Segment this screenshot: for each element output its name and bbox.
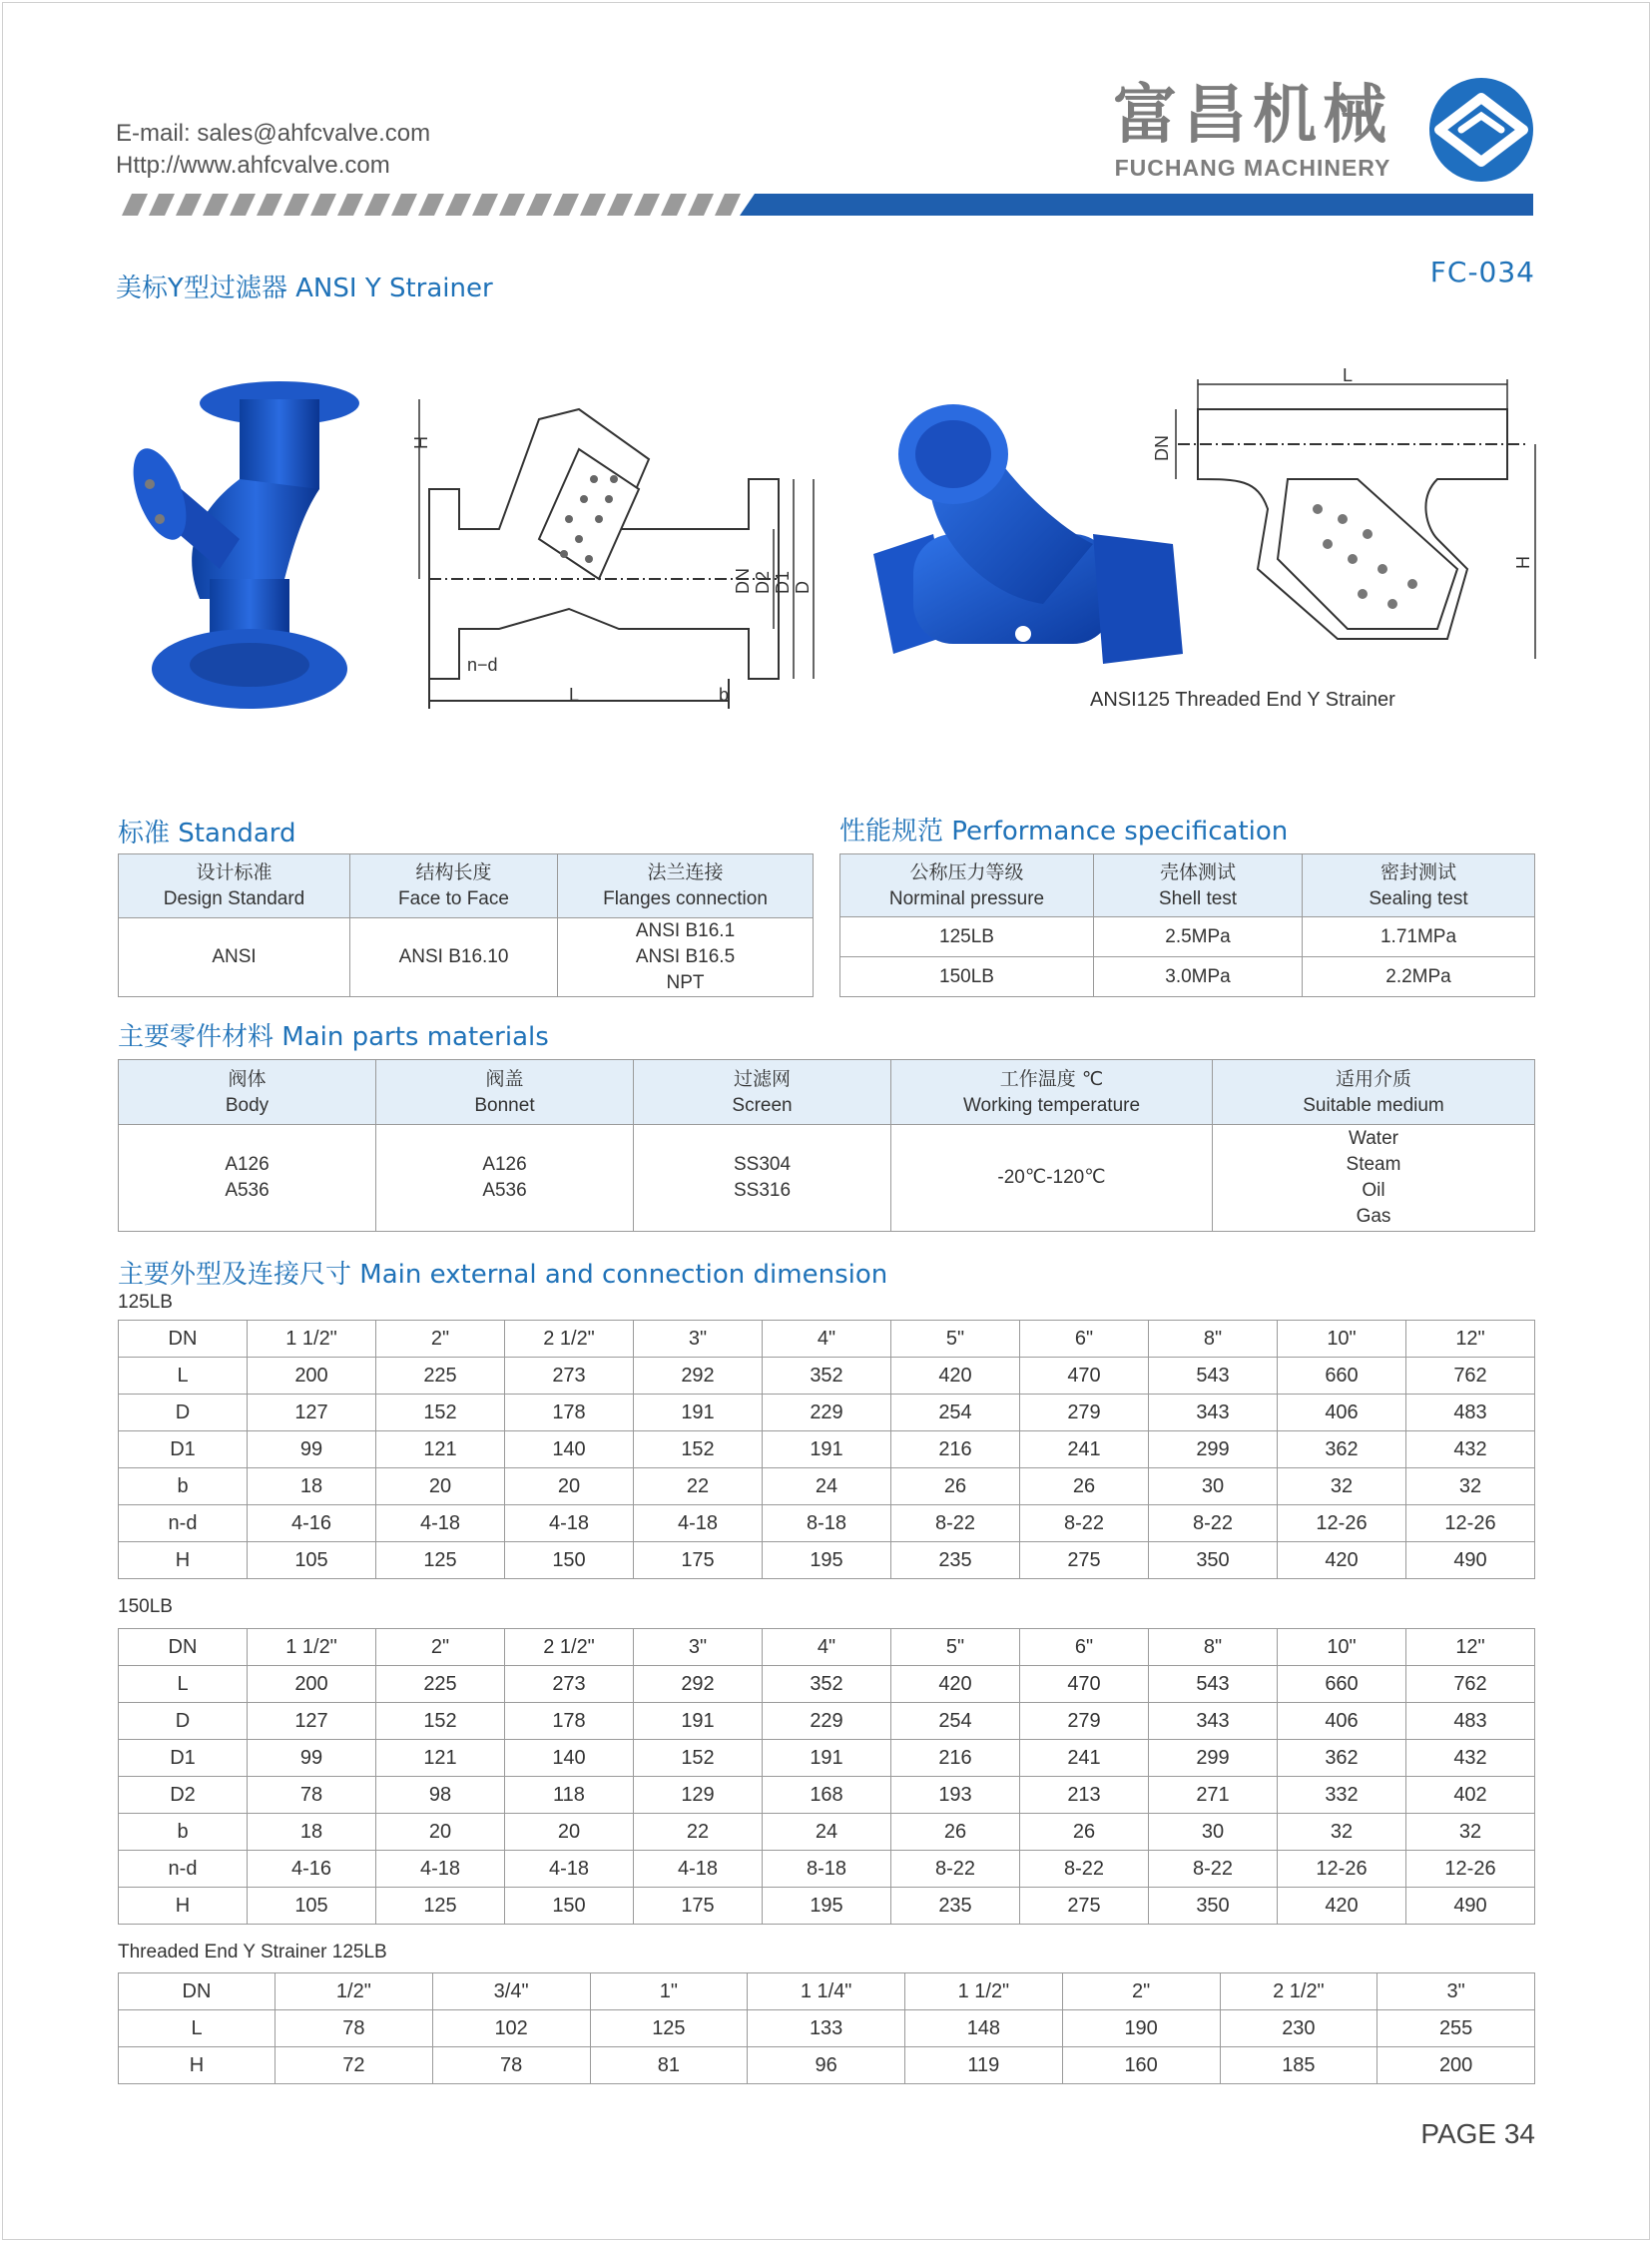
table-cell: 402 <box>1406 1777 1535 1814</box>
dn-header-cell: 1 1/2" <box>248 1629 376 1666</box>
table-cell: 30 <box>1149 1468 1278 1505</box>
brand-name <box>1098 78 1407 182</box>
dn-header-cell: 3" <box>1377 1973 1535 2010</box>
materials-temperature-value: -20℃-120℃ <box>891 1125 1213 1232</box>
dimensions-title: 主要外型及连接尺寸 Main external and connection dimension <box>118 1260 888 1290</box>
table-cell: 175 <box>634 1542 763 1579</box>
table-cell: 125 <box>590 2010 748 2047</box>
table-cell: 32 <box>1278 1468 1406 1505</box>
table-cell: 20 <box>376 1814 505 1851</box>
dimension-table-threaded <box>118 1972 1535 2084</box>
stripe-segment <box>580 194 606 216</box>
table-cell: 168 <box>763 1777 891 1814</box>
row-label-cell: L <box>119 1358 248 1395</box>
table-cell: 4-18 <box>505 1851 634 1888</box>
stripe-segment <box>257 194 282 216</box>
row-label-cell: n-d <box>119 1505 248 1542</box>
table-cell: 190 <box>1062 2010 1220 2047</box>
stripe-segment <box>176 194 202 216</box>
materials-title: 主要零件材料 Main parts materials <box>118 1022 549 1052</box>
stripe-segment <box>634 194 660 216</box>
dn-header-cell: 8" <box>1149 1629 1278 1666</box>
table-cell: 119 <box>905 2047 1063 2084</box>
table-cell: 350 <box>1149 1888 1278 1925</box>
table-cell: 99 <box>248 1740 376 1777</box>
table-cell: 279 <box>1020 1395 1149 1431</box>
materials-header-medium: 适用介质 Suitable medium <box>1213 1060 1535 1125</box>
table-cell: 175 <box>634 1888 763 1925</box>
table-cell: 105 <box>248 1542 376 1579</box>
dim-label-dn: DN <box>733 568 753 594</box>
thr-label-h: H <box>1513 556 1533 569</box>
materials-body-value: A126 A536 <box>119 1125 376 1232</box>
row-label-cell: D <box>119 1703 248 1740</box>
table-cell: 343 <box>1149 1703 1278 1740</box>
row-label-cell: DN <box>119 1321 248 1358</box>
table-cell: 299 <box>1149 1431 1278 1468</box>
table-cell: 96 <box>748 2047 905 2084</box>
row-label-cell: H <box>119 2047 275 2084</box>
table-cell: 72 <box>275 2047 433 2084</box>
table-cell: 255 <box>1377 2010 1535 2047</box>
table-cell: 470 <box>1020 1666 1149 1703</box>
row-label-cell: L <box>119 1666 248 1703</box>
table-cell: 12-26 <box>1406 1505 1535 1542</box>
table-cell: 140 <box>505 1740 634 1777</box>
table-cell: 292 <box>634 1666 763 1703</box>
table-row <box>119 1358 1535 1395</box>
table-cell: 350 <box>1149 1542 1278 1579</box>
table-cell: 432 <box>1406 1740 1535 1777</box>
table-cell: 127 <box>248 1395 376 1431</box>
stripe-segment <box>149 194 175 216</box>
dim-label-b: b <box>719 685 730 705</box>
table-cell: 254 <box>891 1703 1020 1740</box>
table-cell: 254 <box>891 1395 1020 1431</box>
table-cell: 4-18 <box>505 1505 634 1542</box>
table-cell: 279 <box>1020 1703 1149 1740</box>
table-cell: 178 <box>505 1703 634 1740</box>
table-row <box>119 1505 1535 1542</box>
stripe-segment <box>203 194 229 216</box>
table-cell: 490 <box>1406 1542 1535 1579</box>
row-label-cell: b <box>119 1468 248 1505</box>
standard-flanges-value: ANSI B16.1 ANSI B16.5 NPT <box>558 918 814 997</box>
table-cell: 8-18 <box>763 1505 891 1542</box>
row-label-cell: D2 <box>119 1777 248 1814</box>
stripe-segment <box>472 194 498 216</box>
dn-header-cell: 12" <box>1406 1321 1535 1358</box>
table-cell: 225 <box>376 1666 505 1703</box>
table-cell: 299 <box>1149 1740 1278 1777</box>
materials-table <box>118 1059 1535 1232</box>
row-label-cell: H <box>119 1542 248 1579</box>
table-row <box>119 2047 1535 2084</box>
table-cell: 213 <box>1020 1777 1149 1814</box>
table-cell: 125 <box>376 1888 505 1925</box>
table-cell: 193 <box>891 1777 1020 1814</box>
dn-header-cell: 2" <box>1062 1973 1220 2010</box>
table-cell: 195 <box>763 1888 891 1925</box>
table-row <box>119 1468 1535 1505</box>
table-cell: 420 <box>891 1666 1020 1703</box>
row-label-cell: L <box>119 2010 275 2047</box>
dimension-table-125lb <box>118 1320 1535 1579</box>
table-cell: 4-18 <box>376 1851 505 1888</box>
dn-header-cell: 5" <box>891 1629 1020 1666</box>
brand-cn: 富昌机械 <box>1113 79 1392 153</box>
materials-screen-value: SS304 SS316 <box>634 1125 891 1232</box>
table-cell: 241 <box>1020 1740 1149 1777</box>
table-row <box>119 1851 1535 1888</box>
table-cell: 4-18 <box>634 1851 763 1888</box>
figure-caption: ANSI125 Threaded End Y Strainer <box>1090 689 1395 711</box>
dn-header-cell: 1 1/4" <box>748 1973 905 2010</box>
perf-header-sealing: 密封测试 Sealing test <box>1303 854 1535 917</box>
materials-header-temperature: 工作温度 ℃ Working temperature <box>891 1060 1213 1125</box>
table-cell: 32 <box>1278 1814 1406 1851</box>
dn-header-cell: 1 1/2" <box>905 1973 1063 2010</box>
stripe-segment <box>715 194 741 216</box>
dn-header-cell: 3" <box>634 1321 763 1358</box>
table-cell: 12-26 <box>1278 1505 1406 1542</box>
table-row <box>119 1973 1535 2010</box>
model-code: FC-034 <box>1429 256 1535 288</box>
table-cell: 26 <box>1020 1468 1149 1505</box>
table-cell: 362 <box>1278 1740 1406 1777</box>
stripe-segment <box>499 194 525 216</box>
standard-header-flanges: 法兰连接 Flanges connection <box>558 854 814 918</box>
table-cell: 4-18 <box>376 1505 505 1542</box>
table-cell: 229 <box>763 1395 891 1431</box>
table-cell: 8-22 <box>1020 1851 1149 1888</box>
standard-face-value: ANSI B16.10 <box>350 918 558 997</box>
table-cell: 129 <box>634 1777 763 1814</box>
table-cell: 235 <box>891 1542 1020 1579</box>
table-row <box>119 1395 1535 1431</box>
thr-label-l: L <box>1343 365 1354 385</box>
table-cell: 12-26 <box>1278 1851 1406 1888</box>
table-cell: 121 <box>376 1431 505 1468</box>
website-link[interactable]: Http://www.ahfcvalve.com <box>116 152 390 179</box>
table-cell: 22 <box>634 1468 763 1505</box>
table-label-125lb: 125LB <box>118 1292 173 1313</box>
dim-label-l: L <box>569 685 580 705</box>
table-label-150lb: 150LB <box>118 1596 173 1617</box>
table-cell: 8-22 <box>891 1851 1020 1888</box>
table-cell: 8-18 <box>763 1851 891 1888</box>
dn-header-cell: 2 1/2" <box>505 1321 634 1358</box>
dn-header-cell: 6" <box>1020 1321 1149 1358</box>
row-label-cell: b <box>119 1814 248 1851</box>
dn-header-cell: 10" <box>1278 1629 1406 1666</box>
table-row <box>119 1666 1535 1703</box>
table-cell: 195 <box>763 1542 891 1579</box>
page-title: 美标Y型过滤器 ANSI Y Strainer <box>116 274 493 303</box>
table-row <box>119 1777 1535 1814</box>
table-cell: 152 <box>634 1740 763 1777</box>
table-cell: 22 <box>634 1814 763 1851</box>
dn-header-cell: 3" <box>634 1629 763 1666</box>
dn-header-cell: 1" <box>590 1973 748 2010</box>
table-row <box>119 1740 1535 1777</box>
table-cell: 8-22 <box>1149 1505 1278 1542</box>
table-cell: 352 <box>763 1666 891 1703</box>
table-cell: 200 <box>1377 2047 1535 2084</box>
table-cell: 660 <box>1278 1358 1406 1395</box>
perf-cell: 1.71MPa <box>1303 917 1535 957</box>
table-cell: 275 <box>1020 1888 1149 1925</box>
table-cell: 26 <box>1020 1814 1149 1851</box>
table-cell: 98 <box>376 1777 505 1814</box>
table-cell: 178 <box>505 1395 634 1431</box>
table-cell: 271 <box>1149 1777 1278 1814</box>
stripe-segment <box>688 194 714 216</box>
standard-design-value: ANSI <box>119 918 350 997</box>
table-cell: 118 <box>505 1777 634 1814</box>
stripe-segment <box>553 194 579 216</box>
page-number: PAGE 34 <box>1420 2118 1535 2149</box>
dim-label-nd: n−d <box>467 655 498 675</box>
table-cell: 8-22 <box>1020 1505 1149 1542</box>
row-label-cell: n-d <box>119 1851 248 1888</box>
dn-header-cell: 1/2" <box>275 1973 433 2010</box>
table-label-threaded: Threaded End Y Strainer 125LB <box>118 1942 387 1962</box>
table-cell: 4-16 <box>248 1851 376 1888</box>
dn-header-cell: 6" <box>1020 1629 1149 1666</box>
table-cell: 160 <box>1062 2047 1220 2084</box>
table-cell: 225 <box>376 1358 505 1395</box>
table-cell: 26 <box>891 1468 1020 1505</box>
table-cell: 30 <box>1149 1814 1278 1851</box>
table-cell: 292 <box>634 1358 763 1395</box>
dn-header-cell: 4" <box>763 1321 891 1358</box>
table-cell: 332 <box>1278 1777 1406 1814</box>
table-cell: 78 <box>275 2010 433 2047</box>
stripe-segment <box>418 194 444 216</box>
table-cell: 8-22 <box>1149 1851 1278 1888</box>
table-cell: 273 <box>505 1666 634 1703</box>
stripe-segment <box>230 194 256 216</box>
table-cell: 18 <box>248 1814 376 1851</box>
table-cell: 121 <box>376 1740 505 1777</box>
table-cell: 483 <box>1406 1395 1535 1431</box>
table-cell: 150 <box>505 1888 634 1925</box>
table-cell: 32 <box>1406 1468 1535 1505</box>
stripe-segment <box>607 194 633 216</box>
table-cell: 200 <box>248 1666 376 1703</box>
table-cell: 420 <box>891 1358 1020 1395</box>
table-cell: 483 <box>1406 1703 1535 1740</box>
stripe-segment <box>337 194 363 216</box>
dn-header-cell: 5" <box>891 1321 1020 1358</box>
table-cell: 148 <box>905 2010 1063 2047</box>
perf-cell: 2.5MPa <box>1094 917 1303 957</box>
company-logo-icon <box>1427 76 1535 184</box>
table-cell: 200 <box>248 1358 376 1395</box>
table-cell: 26 <box>891 1814 1020 1851</box>
header-stripe-bar <box>116 194 1533 216</box>
table-cell: 24 <box>763 1468 891 1505</box>
table-cell: 362 <box>1278 1431 1406 1468</box>
table-cell: 99 <box>248 1431 376 1468</box>
perf-header-shell: 壳体测试 Shell test <box>1094 854 1303 917</box>
table-cell: 470 <box>1020 1358 1149 1395</box>
table-cell: 543 <box>1149 1666 1278 1703</box>
table-cell: 216 <box>891 1431 1020 1468</box>
table-cell: 762 <box>1406 1358 1535 1395</box>
row-label-cell: DN <box>119 1629 248 1666</box>
stripe-segment <box>391 194 417 216</box>
perf-cell: 125LB <box>840 917 1094 957</box>
table-cell: 4-16 <box>248 1505 376 1542</box>
flanged-strainer-photo <box>130 379 399 719</box>
materials-header-bonnet: 阀盖 Bonnet <box>376 1060 634 1125</box>
perf-cell: 3.0MPa <box>1094 957 1303 997</box>
table-cell: 105 <box>248 1888 376 1925</box>
materials-bonnet-value: A126 A536 <box>376 1125 634 1232</box>
standard-header-face: 结构长度 Face to Face <box>350 854 558 918</box>
performance-title: 性能规范 Performance specification <box>839 817 1289 846</box>
table-cell: 241 <box>1020 1431 1149 1468</box>
table-cell: 140 <box>505 1431 634 1468</box>
table-cell: 127 <box>248 1703 376 1740</box>
table-cell: 191 <box>763 1740 891 1777</box>
stripe-segment <box>310 194 336 216</box>
perf-cell: 2.2MPa <box>1303 957 1535 997</box>
materials-header-screen: 过滤网 Screen <box>634 1060 891 1125</box>
table-cell: 20 <box>505 1468 634 1505</box>
standard-title: 标准 Standard <box>118 819 296 848</box>
table-cell: 216 <box>891 1740 1020 1777</box>
dn-header-cell: 2" <box>376 1629 505 1666</box>
perf-cell: 150LB <box>840 957 1094 997</box>
table-cell: 762 <box>1406 1666 1535 1703</box>
stripe-segment <box>283 194 309 216</box>
flanged-strainer-drawing <box>411 379 838 719</box>
stripe-segment <box>526 194 552 216</box>
dn-header-cell: 2 1/2" <box>1220 1973 1377 2010</box>
brand-en: FUCHANG MACHINERY <box>1114 155 1391 181</box>
table-cell: 125 <box>376 1542 505 1579</box>
stripe-segment <box>364 194 390 216</box>
row-label-cell: H <box>119 1888 248 1925</box>
table-cell: 230 <box>1220 2010 1377 2047</box>
perf-header-nominal: 公称压力等级 Norminal pressure <box>840 854 1094 917</box>
dim-label-d: D <box>793 581 813 594</box>
dn-header-cell: 12" <box>1406 1629 1535 1666</box>
table-row <box>119 1814 1535 1851</box>
table-row <box>119 1321 1535 1358</box>
table-cell: 20 <box>376 1468 505 1505</box>
table-cell: 78 <box>432 2047 590 2084</box>
table-cell: 32 <box>1406 1814 1535 1851</box>
performance-table <box>839 853 1535 997</box>
dim-label-h: H <box>411 436 431 449</box>
table-cell: 8-22 <box>891 1505 1020 1542</box>
table-cell: 20 <box>505 1814 634 1851</box>
table-cell: 229 <box>763 1703 891 1740</box>
table-cell: 81 <box>590 2047 748 2084</box>
table-cell: 420 <box>1278 1888 1406 1925</box>
table-row <box>119 1431 1535 1468</box>
dim-label-d1: D1 <box>773 570 793 594</box>
dn-header-cell: 4" <box>763 1629 891 1666</box>
table-cell: 191 <box>634 1395 763 1431</box>
dn-header-cell: 1 1/2" <box>248 1321 376 1358</box>
stripe-segment <box>445 194 471 216</box>
row-label-cell: D <box>119 1395 248 1431</box>
materials-medium-value: Water Steam Oil Gas <box>1213 1125 1535 1232</box>
row-label-cell: D1 <box>119 1740 248 1777</box>
table-cell: 273 <box>505 1358 634 1395</box>
standard-header-design: 设计标准 Design Standard <box>119 854 350 918</box>
thr-label-dn: DN <box>1152 435 1172 461</box>
table-cell: 24 <box>763 1814 891 1851</box>
table-cell: 152 <box>376 1703 505 1740</box>
row-label-cell: D1 <box>119 1431 248 1468</box>
table-cell: 18 <box>248 1468 376 1505</box>
threaded-strainer-section <box>1138 365 1547 679</box>
table-cell: 490 <box>1406 1888 1535 1925</box>
table-cell: 152 <box>376 1395 505 1431</box>
table-cell: 12-26 <box>1406 1851 1535 1888</box>
table-cell: 235 <box>891 1888 1020 1925</box>
dn-header-cell: 2" <box>376 1321 505 1358</box>
table-cell: 406 <box>1278 1395 1406 1431</box>
table-row <box>119 1542 1535 1579</box>
dn-header-cell: 3/4" <box>432 1973 590 2010</box>
table-cell: 660 <box>1278 1666 1406 1703</box>
table-cell: 152 <box>634 1431 763 1468</box>
table-cell: 420 <box>1278 1542 1406 1579</box>
table-cell: 191 <box>634 1703 763 1740</box>
table-cell: 432 <box>1406 1431 1535 1468</box>
table-cell: 343 <box>1149 1395 1278 1431</box>
table-cell: 185 <box>1220 2047 1377 2084</box>
table-row <box>119 1629 1535 1666</box>
dim-label-d2: D2 <box>753 570 773 594</box>
table-cell: 78 <box>248 1777 376 1814</box>
stripe-segment <box>122 194 148 216</box>
table-cell: 352 <box>763 1358 891 1395</box>
table-cell: 543 <box>1149 1358 1278 1395</box>
dn-header-cell: 2 1/2" <box>505 1629 634 1666</box>
table-cell: 406 <box>1278 1703 1406 1740</box>
table-cell: 191 <box>763 1431 891 1468</box>
materials-header-body: 阀体 Body <box>119 1060 376 1125</box>
table-row <box>119 1888 1535 1925</box>
dimension-table-150lb <box>118 1628 1535 1925</box>
stripe-segment <box>661 194 687 216</box>
table-cell: 150 <box>505 1542 634 1579</box>
table-cell: 102 <box>432 2010 590 2047</box>
email-text: E-mail: sales@ahfcvalve.com <box>116 120 431 147</box>
contact-info <box>116 118 430 182</box>
table-cell: 133 <box>748 2010 905 2047</box>
standard-table <box>118 853 814 997</box>
table-row <box>119 1703 1535 1740</box>
dn-header-cell: 8" <box>1149 1321 1278 1358</box>
dn-header-cell: 10" <box>1278 1321 1406 1358</box>
table-cell: 275 <box>1020 1542 1149 1579</box>
row-label-cell: DN <box>119 1973 275 2010</box>
table-cell: 4-18 <box>634 1505 763 1542</box>
table-row <box>119 2010 1535 2047</box>
